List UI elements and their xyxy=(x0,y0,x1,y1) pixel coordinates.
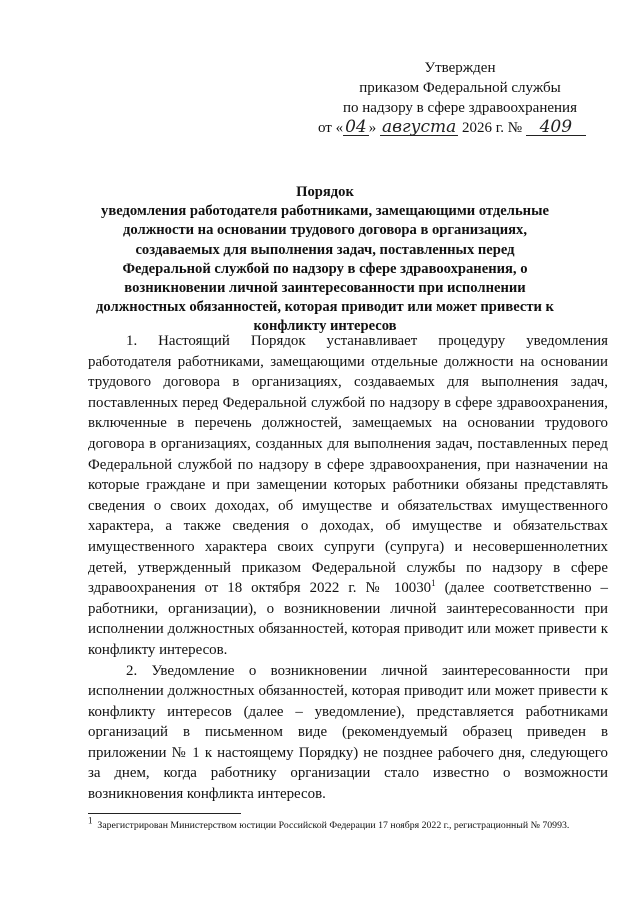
paragraph-1-text: 1. Настоящий Порядок устанавливает процедуру уведомления работодателя работниками, замещающими отдельные должности на основании трудового договора в организациях, создаваемых для выполнения задач, поставленных перед Федеральной службой по надзору в сфере здравоохранения, включенные в перечень должностей, замещаемых на основании трудового договора в организациях, созданных для выполнения задач, поставленных перед Федеральной службой по надзору в сфере здравоохранения, при назначении на которые граждане и при замещении которых работники обязаны представлять сведения о своих доходах, об имуществе и обязательствах имущественного характера, а также сведения о доходах, об имуществе и обязательствах имущественного характера своих супруги (супруга) и несовершеннолетних детей, утвержденный приказом Федеральной службы по надзору в сфере здравоохранения от 18 октября 2022 г. № 10030 xyxy=(88,333,608,597)
heading-title: Порядок xyxy=(296,184,354,200)
paragraph-1 xyxy=(88,331,608,661)
footnote xyxy=(88,815,608,833)
heading-subtitle: уведомления работодателя работниками, замещающими отдельные должности на основании трудового договора в организациях, создаваемых для выполнения задач, поставленных перед Федеральной службой по надзору в сфере здравоохранения, о возникновении личной заинтересованности при исполнении должностных обязанностей, которая приводит или может привести к конфликту интересов xyxy=(96,203,554,335)
date-mid: » xyxy=(368,120,377,136)
paragraph-2: 2. Уведомление о возникновении личной заинтересованности при исполнении должностных обязанностей, которая приводит или может привести к конфликту интересов (далее – уведомление), представляется работниками организаций в письменном виде (рекомендуемый образец приведен в приложении № 1 к настоящему Порядку) не позднее рабочего дня, следующего за днем, когда работнику организации стало известно о возможности возникновения конфликта интересов. xyxy=(88,662,608,803)
document-heading xyxy=(90,183,560,337)
approval-title: Утвержден xyxy=(424,60,496,76)
approval-agency: по надзору в сфере здравоохранения xyxy=(343,100,577,116)
footnote-divider xyxy=(88,813,241,814)
approval-date-line xyxy=(310,118,610,138)
handwritten-day: 04 xyxy=(345,117,367,137)
document-body xyxy=(88,331,608,805)
footnote-reference: 1 xyxy=(431,578,436,589)
handwritten-order-number: 409 xyxy=(526,119,586,136)
date-year: 2026 г. № xyxy=(462,120,523,136)
date-prefix: от « xyxy=(318,120,344,136)
footnote-text: Зарегистрирован Министерством юстиции Российской Федерации 17 ноября 2022 г., регистрационный № 70993. xyxy=(97,820,570,831)
approval-stamp xyxy=(310,58,610,138)
handwritten-month: августа xyxy=(382,117,457,137)
paragraph-1-text-cont: (далее соответственно – работники, организации), о возникновении личной заинтересованности при исполнении должностных обязанностей, которая приводит или может привести к конфликту интересов. xyxy=(88,580,608,658)
approval-order: приказом Федеральной службы xyxy=(359,80,561,96)
footnote-mark: 1 xyxy=(88,815,93,826)
